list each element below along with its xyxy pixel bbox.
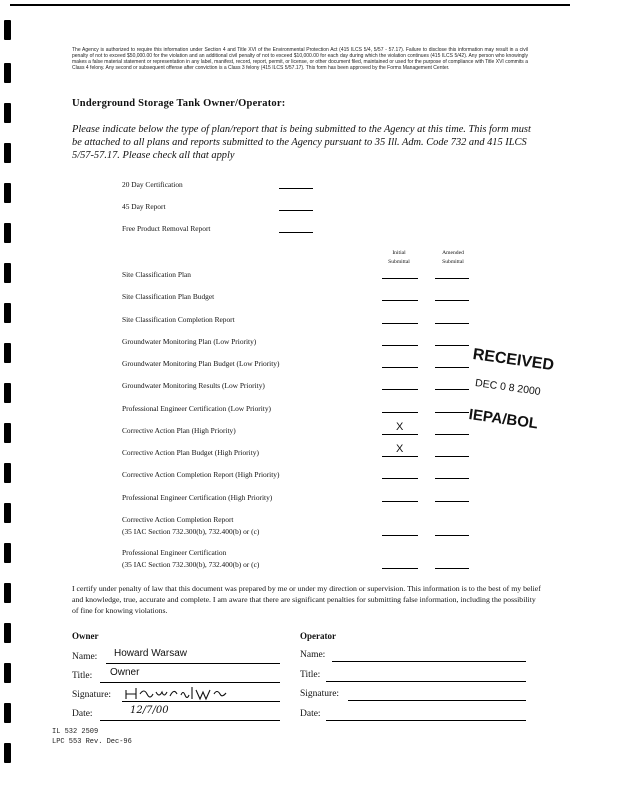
operator-name-field[interactable] [332, 661, 526, 662]
punch-hole-mark [4, 20, 11, 40]
punch-hole-mark [4, 143, 11, 163]
punch-hole-mark [4, 303, 11, 323]
section-title: Underground Storage Tank Owner/Operator: [72, 98, 286, 109]
amended-submittal-check[interactable] [435, 345, 469, 346]
plan-label: Corrective Action Completion Report (High Priority) [122, 470, 280, 479]
plan-label: Site Classification Plan Budget [122, 292, 215, 301]
plan-label-sub: (35 IAC Section 732.300(b), 732.400(b) or (c) [122, 560, 260, 569]
plan-label: Professional Engineer Certification (High Priority) [122, 493, 273, 502]
punch-hole-mark [4, 63, 11, 83]
initial-submittal-x-mark: X [396, 443, 404, 455]
initial-submittal-check[interactable] [382, 535, 418, 536]
plan-label: Site Classification Completion Report [122, 315, 235, 324]
column-header-initial [376, 249, 422, 267]
owner-title-label: Title: [72, 671, 93, 681]
amended-submittal-check[interactable] [435, 501, 469, 502]
initial-submittal-check[interactable] [382, 568, 418, 569]
initial-submittal-check[interactable] [382, 323, 418, 324]
legal-notice: The Agency is authorized to require this information under Section 4 and Title XVI of the Environmental Protection Act (415 ILCS 5/4, 5/57 - 57.17). Failure to disclose this information may result in a civil penalty of not to exceed $50,000.00 for the violation and an additional civil penalty of not to exceed $10,000.00 for each day during which the violation continues (415 ILCS 5/42). Any person who knowingly makes a false material statement or representation in any label, manifest, record, report, permit, or license, or other document filed, maintained or used for the purpose of compliance with Title XVI commits a Class 4 felony. Any second or subsequent offense after conviction is a Class 3 felony (415 ILCS 5/57.17). This form has been approved by the Forms Management Center. [72, 47, 528, 72]
form-id-line1: IL 532 2509 [52, 728, 99, 736]
punch-hole-mark [4, 223, 11, 243]
owner-date-label: Date: [72, 709, 93, 719]
punch-hole-mark [4, 343, 11, 363]
amended-submittal-check[interactable] [435, 412, 469, 413]
owner-title-value: Owner [110, 667, 140, 678]
received-stamp-date: DEC 0 8 2000 [474, 377, 542, 399]
amended-submittal-check[interactable] [435, 434, 469, 435]
form-id-line2: LPC 553 Rev. Dec-96 [52, 738, 132, 746]
operator-signature-label: Signature: [300, 689, 340, 699]
report-check-free-product[interactable] [279, 232, 313, 233]
punch-hole-mark [4, 663, 11, 683]
top-rule [10, 4, 570, 6]
plan-label: Professional Engineer Certification [122, 548, 227, 557]
amended-submittal-check[interactable] [435, 535, 469, 536]
plan-label: Site Classification Plan [122, 270, 191, 279]
report-check-20-day[interactable] [279, 188, 313, 189]
owner-name-field[interactable] [106, 663, 280, 664]
punch-hole-mark [4, 423, 11, 443]
owner-signature-image [124, 682, 230, 702]
plan-label-sub: (35 IAC Section 732.300(b), 732.400(b) or (c) [122, 527, 260, 536]
initial-submittal-check[interactable] [382, 367, 418, 368]
punch-hole-mark [4, 263, 11, 283]
amended-submittal-check[interactable] [435, 478, 469, 479]
instructions: Please indicate below the type of plan/report that is being submitted to the Agency at this time. This form must be attached to all plans and reports submitted to the Agency pursuant to 35 Ill. Adm. Code 732 and 415 ILCS 5/57-57.17. Please check all that apply [72, 124, 531, 161]
owner-name-label: Name: [72, 652, 98, 662]
owner-heading: Owner [72, 631, 99, 641]
operator-heading: Operator [300, 631, 336, 641]
punch-hole-mark [4, 543, 11, 563]
initial-submittal-check[interactable] [382, 478, 418, 479]
initial-submittal-check[interactable] [382, 300, 418, 301]
owner-date-value: 12/7/00 [130, 705, 169, 716]
amended-submittal-check[interactable] [435, 389, 469, 390]
plan-label: Groundwater Monitoring Plan Budget (Low Priority) [122, 359, 280, 368]
plan-label: Professional Engineer Certification (Low Priority) [122, 404, 272, 413]
initial-submittal-check[interactable] [382, 501, 418, 502]
operator-title-field[interactable] [326, 681, 526, 682]
operator-name-label: Name: [300, 650, 326, 660]
certification-statement: I certify under penalty of law that this document was prepared by me or under my direction or supervision. This information is to the best of my belief and knowledge, true, accurate and complete. I am aware that there are significant penalties for submitting false information, including the possibility of fine for knowing violations. [72, 584, 541, 615]
punch-hole-mark [4, 623, 11, 643]
initial-submittal-check[interactable] [382, 389, 418, 390]
column-header-amended-line1: Amended [442, 250, 464, 256]
column-header-amended-line2: Submittal [442, 259, 464, 265]
operator-title-label: Title: [300, 670, 321, 680]
plan-label: Corrective Action Plan (High Priority) [122, 426, 236, 435]
plan-label: Corrective Action Plan Budget (High Priority) [122, 448, 259, 457]
operator-date-field[interactable] [326, 720, 526, 721]
column-header-amended [430, 249, 476, 267]
punch-hole-mark [4, 703, 11, 723]
owner-name-value: Howard Warsaw [114, 648, 187, 659]
punch-hole-mark [4, 503, 11, 523]
report-label-free-product: Free Product Removal Report [122, 224, 211, 233]
amended-submittal-check[interactable] [435, 300, 469, 301]
received-stamp-title: RECEIVED [471, 346, 556, 375]
owner-signature-label: Signature: [72, 690, 112, 700]
punch-hole-mark [4, 383, 11, 403]
operator-signature-field[interactable] [348, 700, 526, 701]
initial-submittal-check[interactable] [382, 434, 418, 435]
amended-submittal-check[interactable] [435, 456, 469, 457]
column-header-initial-line2: Submittal [388, 259, 410, 265]
initial-submittal-check[interactable] [382, 345, 418, 346]
plan-label: Groundwater Monitoring Results (Low Priority) [122, 381, 265, 390]
punch-hole-mark [4, 183, 11, 203]
column-header-initial-line1: Initial [392, 250, 406, 256]
report-label-45-day: 45 Day Report [122, 202, 166, 211]
report-check-45-day[interactable] [279, 210, 313, 211]
operator-date-label: Date: [300, 709, 321, 719]
received-stamp-office: IEPA/BOL [467, 406, 540, 433]
initial-submittal-check[interactable] [382, 278, 418, 279]
punch-hole-mark [4, 463, 11, 483]
plan-label: Corrective Action Completion Report [122, 515, 234, 524]
initial-submittal-x-mark: X [396, 421, 404, 433]
amended-submittal-check[interactable] [435, 278, 469, 279]
plan-label: Groundwater Monitoring Plan (Low Priority) [122, 337, 257, 346]
report-label-20-day: 20 Day Certification [122, 180, 183, 189]
amended-submittal-check[interactable] [435, 367, 469, 368]
punch-hole-mark [4, 103, 11, 123]
amended-submittal-check[interactable] [435, 323, 469, 324]
amended-submittal-check[interactable] [435, 568, 469, 569]
owner-date-field[interactable] [100, 720, 280, 721]
punch-hole-mark [4, 743, 11, 763]
initial-submittal-check[interactable] [382, 412, 418, 413]
initial-submittal-check[interactable] [382, 456, 418, 457]
punch-hole-mark [4, 583, 11, 603]
